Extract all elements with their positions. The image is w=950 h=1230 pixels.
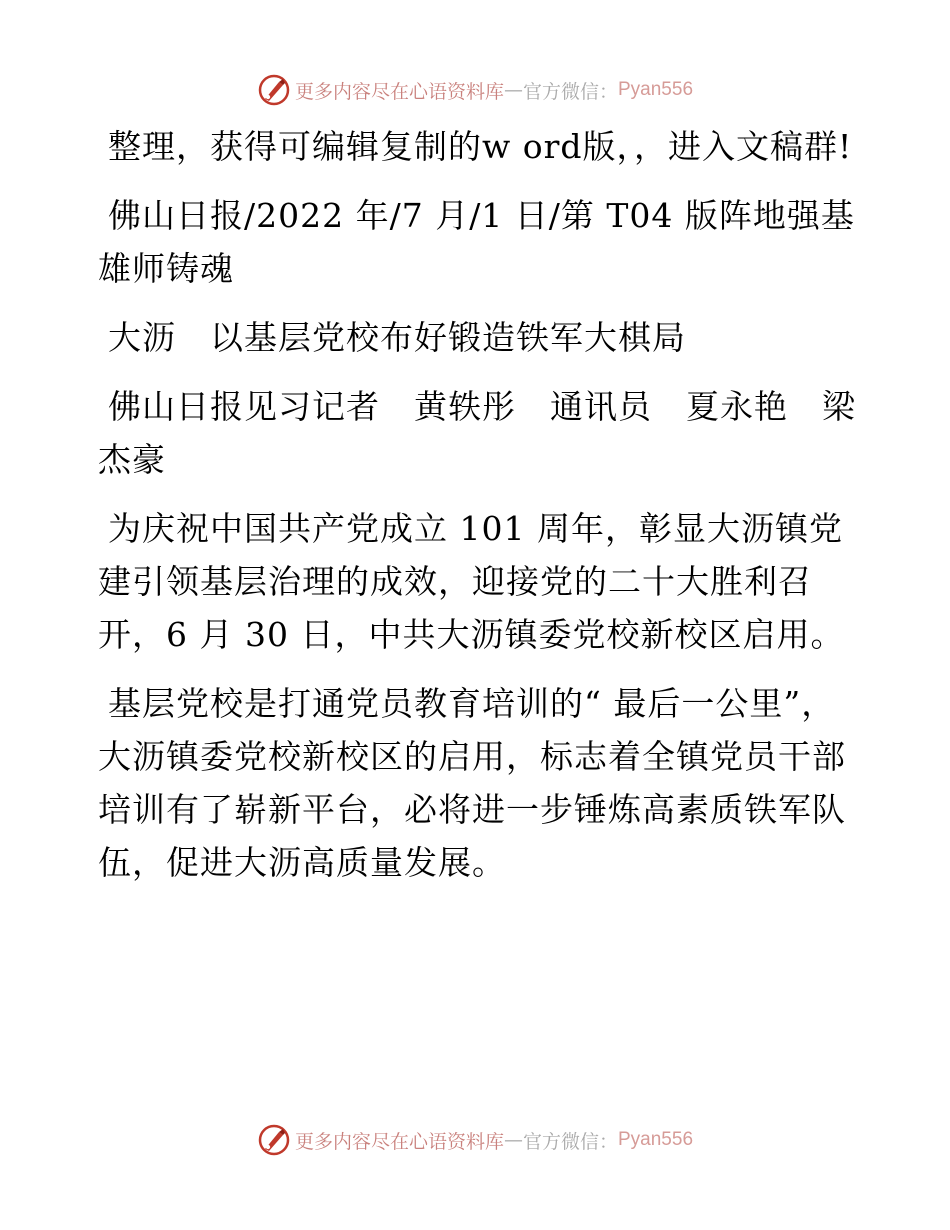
watermark-wechat-id: Pyan556	[618, 79, 694, 100]
article-byline: 佛山日报见习记者 黄轶彤 通讯员 夏永艳 梁杰豪	[98, 387, 856, 479]
watermark-separator: —	[503, 1129, 523, 1151]
paragraph-source: 佛山日报/2022 年/7 月/1 日/第 T04 版阵地强基 雄师铸魂	[98, 196, 867, 288]
watermark-wechat-label: 官方微信：	[522, 1130, 618, 1153]
article-title: 大沥 以基层党校布好锻造铁军大棋局	[108, 318, 686, 357]
watermark-wechat-label: 官方微信：	[522, 80, 618, 103]
footer-watermark	[0, 1122, 950, 1158]
document-body	[98, 120, 867, 905]
paragraph-body-2: 基层党校是打通党员教育培训的“ 最后一公里”，大沥镇委党校新校区的启用，标志着全镇党员干部培训有了崭新平台，必将进一步锤炼高素质铁军队伍，促进大沥高质量发展。	[98, 684, 846, 882]
watermark-separator: —	[503, 79, 523, 101]
quill-seal-icon	[257, 73, 291, 107]
header-watermark	[0, 72, 950, 108]
paragraph-intro: 整理，获得可编辑复制的w ord版，，进入文稿群!	[108, 127, 853, 166]
watermark-main-text: 更多内容尽在心语资料库	[294, 80, 504, 103]
watermark-wechat-id: Pyan556	[618, 1129, 694, 1150]
quill-seal-icon	[257, 1123, 291, 1157]
paragraph-body-1: 为庆祝中国共产党成立 101 周年，彰显大沥镇党建引领基层治理的成效，迎接党的二十大胜利召开，6 月 30 日，中共大沥镇委党校新校区启用。	[98, 509, 845, 654]
watermark-main-text: 更多内容尽在心语资料库	[294, 1130, 504, 1153]
